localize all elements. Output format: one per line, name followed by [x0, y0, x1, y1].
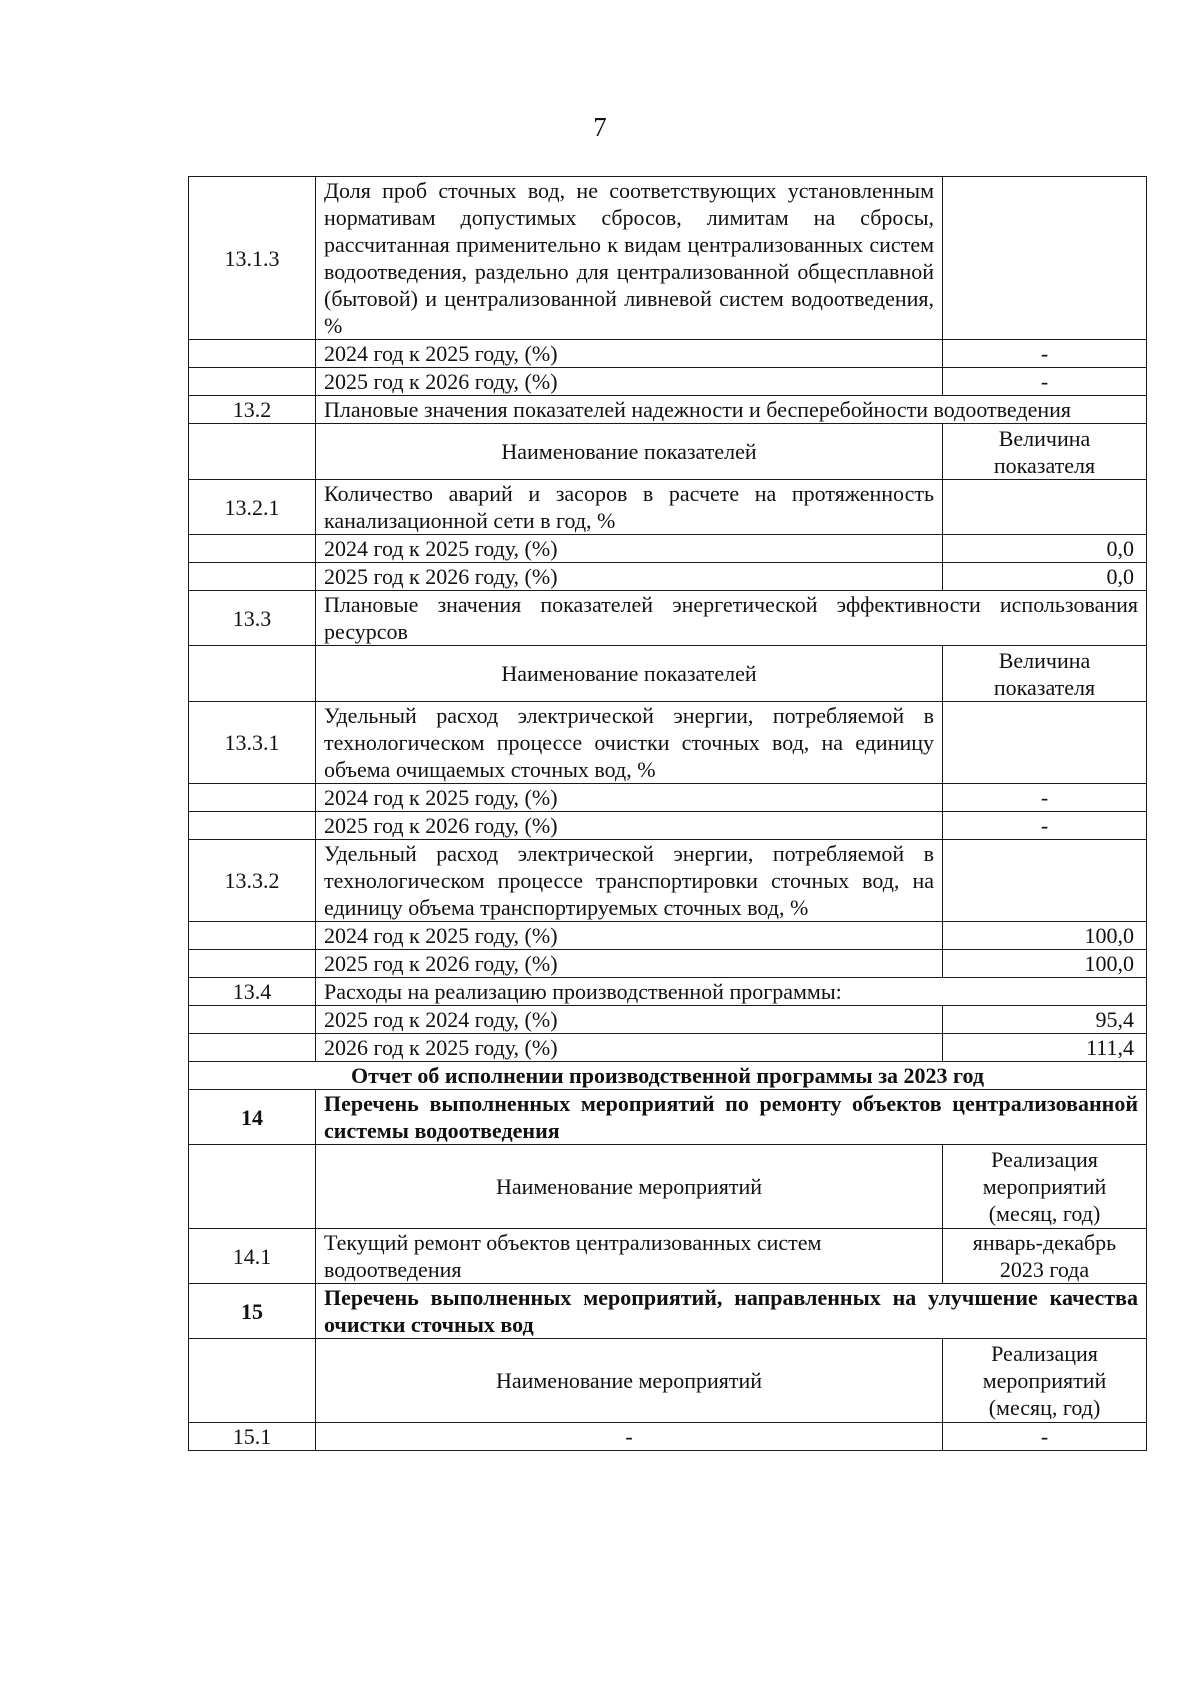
table-row: [189, 340, 1147, 368]
indicator-text: Доля проб сточных вод, не соответствующих установленным нормативам допустимых сбросов, лимитам на сбросы, рассчитанная применительно к видам централизованных систем водоотведения, раздельно для централизованной общесплавной (бытовой) и централизованной ливневой систем водоотведения, %: [316, 177, 943, 340]
table-row: [189, 396, 1147, 424]
row-number: 13.1.3: [189, 177, 316, 340]
table-header-row: [189, 646, 1147, 702]
period-value: 0,0: [943, 535, 1147, 563]
table-row: [189, 978, 1147, 1006]
table-row: [189, 1284, 1147, 1339]
section-title: Плановые значения показателей надежности и бесперебойности водоотведения: [316, 396, 1147, 424]
column-header-value: Реализация мероприятий (месяц, год): [943, 1339, 1147, 1423]
indicator-text: Количество аварий и засоров в расчете на протяженность канализационной сети в год, %: [316, 480, 943, 535]
table-header-row: [189, 424, 1147, 480]
period-value: 0,0: [943, 563, 1147, 591]
row-number: 15: [189, 1284, 316, 1339]
activity-text: Текущий ремонт объектов централизованных систем водоотведения: [316, 1229, 943, 1284]
period-label: 2024 год к 2025 году, (%): [316, 340, 943, 368]
section-title: Расходы на реализацию производственной программы:: [316, 978, 1147, 1006]
table-row: [189, 535, 1147, 563]
indicators-table: [188, 176, 1147, 1451]
page-number: 7: [593, 112, 607, 142]
table-row: [189, 368, 1147, 396]
column-header-name: Наименование показателей: [316, 424, 943, 480]
column-header-name: Наименование мероприятий: [316, 1145, 943, 1229]
period-label: 2024 год к 2025 году, (%): [316, 784, 943, 812]
period-value: 95,4: [943, 1006, 1147, 1034]
table-row: [189, 1062, 1147, 1090]
period-value: 100,0: [943, 922, 1147, 950]
period-value: 100,0: [943, 950, 1147, 978]
table-row: [189, 840, 1147, 922]
period-label: 2025 год к 2026 году, (%): [316, 812, 943, 840]
row-number: 13.3.2: [189, 840, 316, 922]
table-row: [189, 177, 1147, 340]
section-title: Перечень выполненных мероприятий по ремонту объектов централизованной системы водоотведения: [316, 1090, 1147, 1145]
row-number: 13.3: [189, 591, 316, 646]
table-row: [189, 1034, 1147, 1062]
period-label: 2026 год к 2025 году, (%): [316, 1034, 943, 1062]
table-row: [189, 1229, 1147, 1284]
column-header-name: Наименование мероприятий: [316, 1339, 943, 1423]
column-header-value: Величина показателя: [943, 646, 1147, 702]
period-label: 2024 год к 2025 году, (%): [316, 535, 943, 563]
table-row: [189, 591, 1147, 646]
table-row: [189, 812, 1147, 840]
column-header-value: Величина показателя: [943, 424, 1147, 480]
activity-text: -: [316, 1423, 943, 1451]
table-row: [189, 702, 1147, 784]
table-row: [189, 1006, 1147, 1034]
section-title: Плановые значения показателей энергетической эффективности использования ресурсов: [316, 591, 1147, 646]
row-number: 14.1: [189, 1229, 316, 1284]
column-header-name: Наименование показателей: [316, 646, 943, 702]
column-header-value: Реализация мероприятий (месяц, год): [943, 1145, 1147, 1229]
activity-value: -: [943, 1423, 1147, 1451]
value-cell: [943, 177, 1147, 340]
table-header-row: [189, 1145, 1147, 1229]
table-row: [189, 1090, 1147, 1145]
period-label: 2025 год к 2026 году, (%): [316, 563, 943, 591]
row-number: 15.1: [189, 1423, 316, 1451]
section-title: Перечень выполненных мероприятий, направленных на улучшение качества очистки сточных вод: [316, 1284, 1147, 1339]
period-label: 2025 год к 2026 году, (%): [316, 368, 943, 396]
period-label: 2025 год к 2024 году, (%): [316, 1006, 943, 1034]
table-row: [189, 563, 1147, 591]
table-row: [189, 1423, 1147, 1451]
indicator-text: Удельный расход электрической энергии, потребляемой в технологическом процессе очистки сточных вод, на единицу объема очищаемых сточных вод, %: [316, 702, 943, 784]
period-value: -: [943, 340, 1147, 368]
table-row: [189, 950, 1147, 978]
table-row: [189, 480, 1147, 535]
indicator-text: Удельный расход электрической энергии, потребляемой в технологическом процессе транспортировки сточных вод, на единицу объема транспортируемых сточных вод, %: [316, 840, 943, 922]
table-row: [189, 922, 1147, 950]
value-cell: [943, 840, 1147, 922]
period-label: 2025 год к 2026 году, (%): [316, 950, 943, 978]
row-number: 13.2.1: [189, 480, 316, 535]
period-value: -: [943, 368, 1147, 396]
period-value: 111,4: [943, 1034, 1147, 1062]
row-number: 13.2: [189, 396, 316, 424]
row-number: 13.4: [189, 978, 316, 1006]
report-title: Отчет об исполнении производственной программы за 2023 год: [189, 1062, 1147, 1090]
value-cell: [943, 702, 1147, 784]
table-row: [189, 784, 1147, 812]
period-value: -: [943, 812, 1147, 840]
row-number: 13.3.1: [189, 702, 316, 784]
value-cell: [943, 480, 1147, 535]
period-label: 2024 год к 2025 году, (%): [316, 922, 943, 950]
row-number: 14: [189, 1090, 316, 1145]
activity-value: январь-декабрь 2023 года: [943, 1229, 1147, 1284]
period-value: -: [943, 784, 1147, 812]
table-header-row: [189, 1339, 1147, 1423]
